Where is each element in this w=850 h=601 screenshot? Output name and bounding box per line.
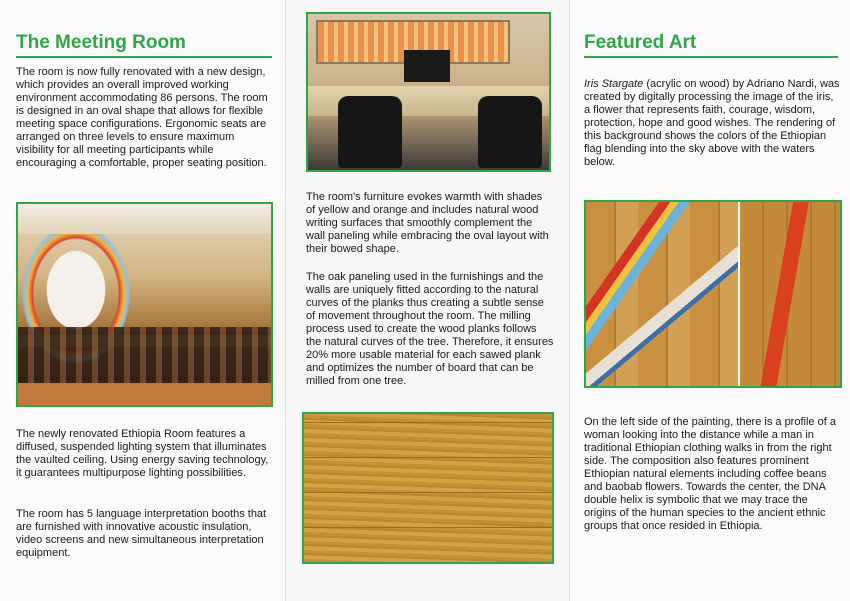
booths-paragraph: The room has 5 language interpretation booths that are furnished with innovative acoustic insulation, video screens and new simultaneous interpretation equipment. — [16, 508, 267, 559]
meeting-room-photo — [16, 202, 273, 407]
artwork-photo — [584, 200, 842, 388]
painting-description: On the left side of the painting, there is a profile of a woman looking into the distance while a man in traditional Ethiopian clothing walks in from the right side. The composition also features prominent Ethiopian natural elements including coffee beans and baobab flowers. Towards the center, the DNA double helix is symbolic that we may trace the origins of the human species to the ancient ethnic groups that once resided in Ethiopia. — [584, 416, 836, 532]
heading-rule — [16, 56, 272, 58]
featured-art-description: (acrylic on wood) by Adriano Nardi, was created by digitally processing the image of the iris, a flower that represents faith, courage, wisdom, protection, hope and good wishes. The rendering of this background shows the colors of the Ethiopian flag blending into the sky above with the waters below. — [584, 78, 840, 168]
interpretation-booth-photo — [306, 12, 551, 172]
panel-furniture — [286, 0, 570, 601]
art-title: Iris Stargate — [584, 78, 644, 90]
panel-featured-art — [570, 0, 850, 601]
wood-planks-photo — [302, 412, 554, 564]
meeting-room-intro: The room is now fully renovated with a new design, which provides an overall improved working environment accommodating 86 persons. The room is designed in an oval shape that allows for flexible meeting space configurations. Ergonomic seats are arranged on three levels to ensure maximum visibility for all meeting participants while encouraging a comfortable, proper seating position. — [16, 66, 268, 169]
panel-meeting-room — [0, 0, 286, 601]
heading-rule — [584, 56, 838, 58]
furniture-paragraph: The room's furniture evokes warmth with shades of yellow and orange and includes natural wood writing surfaces that smoothly complement the wall paneling while embracing the oval layout with their bowed shape. — [306, 191, 549, 255]
oak-paneling-paragraph: The oak paneling used in the furnishings and the walls are uniquely fitted according to the natural curves of the planks thus creating a subtle sense of movement throughout the room. The milling process used to create the wood planks follows the natural curves of the tree. Therefore, it ensures 20% more usable material for each sawed plank and optimizes the number of board that can be milled from one tree. — [306, 271, 554, 387]
heading-meeting-room: The Meeting Room — [16, 32, 186, 53]
featured-art-intro — [584, 78, 840, 169]
lighting-paragraph: The newly renovated Ethiopia Room features a diffused, suspended lighting system that illuminates the vaulted ceiling. Using energy saving technology, it guarantees multipurpose lighting possibilities. — [16, 428, 269, 479]
heading-featured-art: Featured Art — [584, 32, 697, 53]
